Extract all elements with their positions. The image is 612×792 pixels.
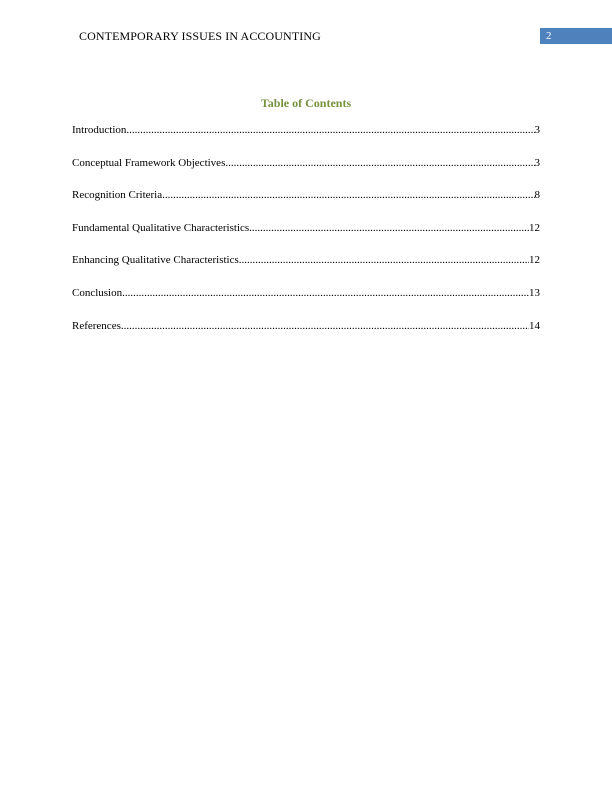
toc-dot-leader	[122, 286, 529, 300]
toc-dot-leader	[225, 156, 534, 170]
toc-entry-page: 3	[534, 124, 540, 136]
toc-entry-page: 12	[529, 254, 540, 267]
toc-entry-introduction[interactable]	[72, 123, 540, 137]
toc-entry-fundamental-qualitative-characteristics[interactable]	[72, 221, 540, 235]
toc-entry-page: 13	[529, 286, 540, 299]
toc-entry-page: 14	[529, 319, 540, 332]
toc-dot-leader	[126, 123, 534, 137]
page-number-badge	[540, 28, 612, 44]
toc-dot-leader	[162, 188, 534, 202]
toc-dot-leader	[121, 319, 529, 333]
toc-heading: Table of Contents	[260, 96, 352, 110]
toc-entry-page: 3	[534, 156, 540, 169]
page-number: 2	[546, 30, 552, 42]
toc-entry-page: 12	[529, 221, 540, 234]
toc-entry-title: Introduction	[72, 124, 127, 136]
toc-entry-title: Enhancing Qualitative Characteristics	[72, 254, 239, 267]
toc-dot-leader	[239, 253, 529, 267]
toc-entry-title: Fundamental Qualitative Characteristics	[72, 221, 250, 234]
toc-entry-recognition-criteria[interactable]	[72, 188, 540, 202]
toc-entry-conclusion[interactable]	[72, 286, 540, 300]
toc-entry-conceptual-framework-objectives[interactable]	[72, 156, 540, 170]
toc-entry-page: 8	[534, 189, 540, 202]
toc-entry-title: References	[72, 319, 121, 332]
toc-entry-title: Conclusion	[72, 286, 123, 299]
toc-entry-title: Conceptual Framework Objectives	[72, 156, 226, 169]
running-header-title: CONTEMPORARY ISSUES IN ACCOUNTING	[79, 29, 321, 43]
toc-dot-leader	[249, 221, 529, 235]
toc-entry-title: Recognition Criteria	[72, 189, 163, 202]
toc-entry-enhancing-qualitative-characteristics[interactable]	[72, 253, 540, 267]
toc-entry-references[interactable]	[72, 319, 540, 333]
toc-list	[72, 123, 540, 351]
